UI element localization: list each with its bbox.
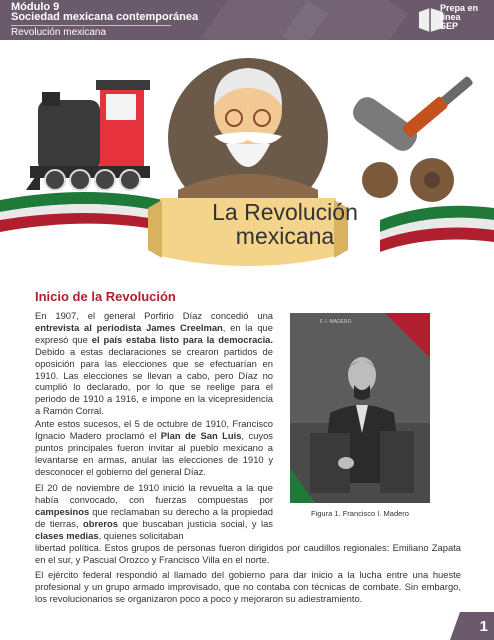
header-divider	[11, 25, 171, 26]
page-number: 1	[479, 618, 488, 635]
text-run: , quienes solicitaban	[98, 529, 184, 541]
text-run: que buscaban justicia social, y las	[117, 517, 273, 529]
text-run-bold: clases medias	[35, 529, 99, 541]
photo-label: F. I. MADERO	[320, 319, 352, 325]
text-run: , cuyos puntos principales fueron invitar al pueblo mexicano a levantarse en armas, anular las elecciones de 1910 y desconocer el gobierno del general Díaz.	[35, 429, 273, 477]
text-run: Debido a estas declaraciones se crearon partidos de oposición para las elecciones que se efectuarían en 1910. Las elecciones se llevan a cabo, pero Díaz no cumplió lo declarado, por lo que se reelige para el periodo de 1910 a 1916, e impone en la vicepresidencia a Ramón Corral.	[35, 345, 273, 417]
page-header	[0, 0, 494, 40]
chapter-title-line1: La Revolución	[212, 199, 358, 225]
rifle-illustration	[401, 75, 474, 138]
text-run-bold: el país estaba listo para la democracia.	[91, 333, 273, 345]
paragraph-1	[35, 310, 273, 417]
text-run: que reclamaban su derecho a la propiedad de tierras,	[35, 505, 273, 529]
chapter-title	[170, 200, 400, 248]
topic-label: Revolución mexicana	[11, 27, 107, 38]
train-illustration	[26, 80, 150, 190]
text-run: , en la que expresó que	[35, 321, 273, 345]
paragraph-3-continued: libertad política. Estos grupos de personas fueron dirigidos por caudillos regionales: Emiliano Zapata en el sur, y Pascual Orozco y Francisco Villa en el norte.	[35, 542, 461, 565]
text-run-bold: Plan de San Luis	[160, 429, 242, 441]
text-run: El 20 de noviembre de 1910 inició la revuelta a la que había convocado, con fuerzas compuestas por	[35, 482, 273, 505]
paragraph-2	[35, 418, 273, 478]
section-heading: Inicio de la Revolución	[35, 289, 176, 304]
text-run-bold: campesinos	[35, 505, 90, 517]
text-run-bold: entrevista al periodista James Creelman	[35, 321, 223, 333]
madero-photo-image	[290, 313, 430, 503]
text-run-bold: obreros	[83, 517, 118, 529]
figure-caption: Figura 1. Francisco I. Madero	[311, 509, 409, 518]
text-run: En 1907, el general Porfirio Díaz concedió una	[35, 310, 273, 321]
logo-text: Prepa en línea SEP	[440, 3, 479, 31]
paragraph-4: El ejército federal respondió al llamado del gobierno para dar inicio a la lucha entre una hueste profesional y un grupo armado improvisado, que no contaba con técnicas de combate. Sin embargo, los revolucionarios se organizaron poco a poco y mejoraron su adiestramiento.	[35, 569, 461, 604]
paragraph-3	[35, 482, 273, 542]
page-number-badge	[450, 612, 494, 640]
text-run: Ante estos sucesos, el 5 de octubre de 1910, Francisco Ignacio Madero proclamó el	[35, 418, 273, 441]
chapter-title-line2: mexicana	[235, 223, 335, 249]
module-label: Módulo 9	[11, 1, 60, 13]
portrait-illustration	[168, 58, 328, 218]
madero-photo	[290, 313, 430, 503]
subject-title: Sociedad mexicana contemporánea	[11, 11, 199, 23]
prepa-logo	[416, 2, 480, 36]
